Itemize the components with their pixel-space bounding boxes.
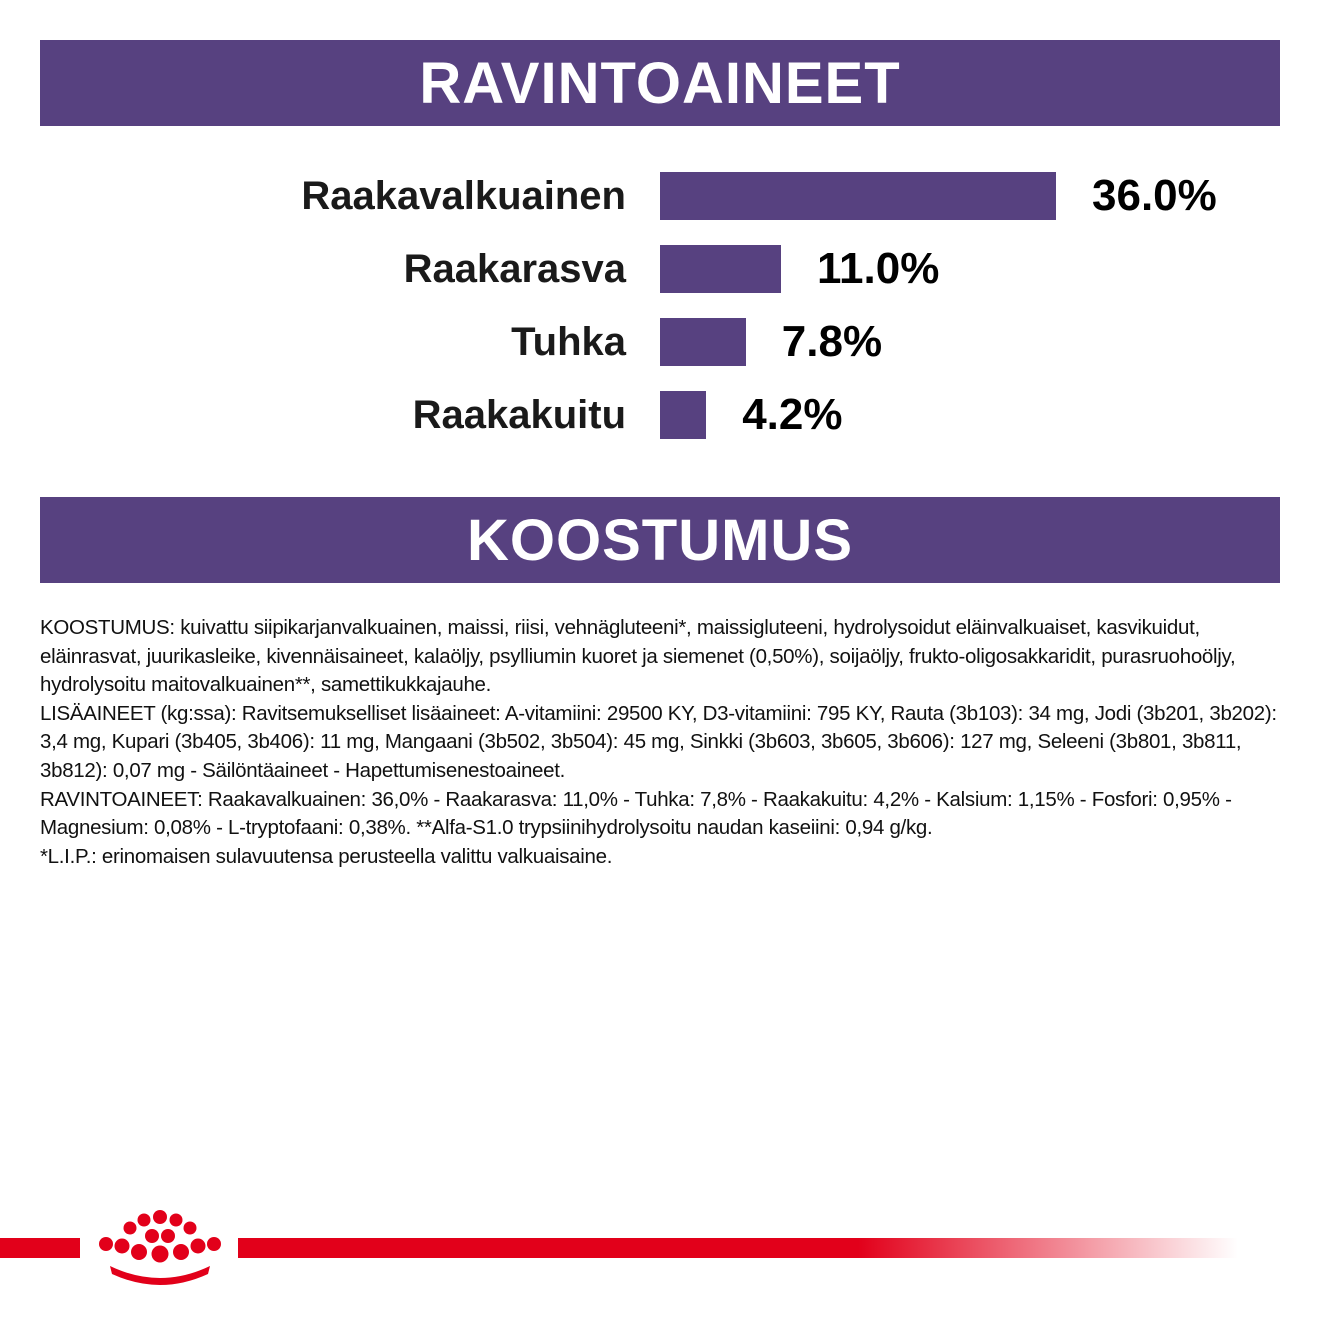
bar-value-label-0: 36.0% (1092, 171, 1217, 220)
bar-value-label-3: 4.2% (742, 390, 843, 439)
crown-dot (170, 1214, 183, 1227)
crown-dot (153, 1210, 167, 1224)
bar-value-label-2: 7.8% (781, 317, 883, 366)
composition-paragraph-footnote: *L.I.P.: erinomaisen sulavuutensa perusteella valittu valkuaisaine. (40, 844, 613, 868)
crown-dot (145, 1229, 159, 1243)
brand-rule-right (238, 1238, 1238, 1258)
crown-dot (173, 1244, 189, 1260)
nutrients-bar-chart (0, 150, 1320, 470)
nutrients-title: RAVINTOAINEET (419, 50, 901, 116)
crown-dot (152, 1246, 169, 1263)
bar-label-2: Tuhka (511, 320, 626, 364)
bar-label-3: Raakakuitu (412, 393, 626, 437)
brand-rule-left (0, 1238, 80, 1258)
nutrients-banner (40, 40, 1280, 126)
bar-3 (660, 391, 706, 439)
crown-dot (99, 1237, 113, 1251)
composition-paragraph-additives: LISÄAINEET (kg:ssa): Ravitsemukselliset lisäaineet: A-vitamiini: 29500 KY, D3-vitamiini: 795 KY, Rauta (3b103): 34 mg, Jodi (3b201, 3b202): 3,4 mg, Kupari (3b405, 3b406): 11 mg, Mangaani (3b502, 3b504): 45 mg, Sinkki (3b603, 3b605, 3b606): 127 mg, Seleeni (3b801, 3b811, 3b812): 0,07 mg - Säilöntäaineet - Hapettumisenestoaineet. (40, 701, 1277, 782)
crown-dot (191, 1239, 206, 1254)
royal-canin-crown-icon (92, 1208, 228, 1286)
crown-dot (115, 1239, 130, 1254)
crown-dot (161, 1229, 175, 1243)
bar-label-0: Raakavalkuainen (301, 174, 626, 218)
bar-1 (660, 245, 781, 293)
bar-label-1: Raakarasva (403, 247, 626, 291)
composition-paragraph-nutrients: RAVINTOAINEET: Raakavalkuainen: 36,0% - Raakarasva: 11,0% - Tuhka: 7,8% - Raakakuitu: 4,2% - Kalsium: 1,15% - Fosfori: 0,95% - Magnesium: 0,08% - L-tryptofaani: 0,38%. **Alfa-S1.0 trypsiinihydrolysoitu naudan kaseiini: 0,94 g/kg. (40, 787, 1232, 840)
composition-title: KOOSTUMUS (467, 507, 853, 573)
crown-dot (207, 1237, 221, 1251)
brand-footer (0, 1200, 1320, 1300)
crown-dot (131, 1244, 147, 1260)
bar-0 (660, 172, 1056, 220)
bar-value-label-1: 11.0% (817, 244, 940, 293)
crown-dot (124, 1222, 137, 1235)
crown-dot (184, 1222, 197, 1235)
crown-band (110, 1266, 210, 1285)
composition-paragraph-ingredients: KOOSTUMUS: kuivattu siipikarjanvalkuainen, maissi, riisi, vehnägluteeni*, maissigluteeni, hydrolysoidut eläinvalkuaiset, kasvikuidut, eläinrasvat, juurikasleike, kivennäisaineet, kalaöljy, psylliumin kuoret ja siemenet (0,50%), soijaöljy, frukto-oligosakkaridit, purasruohoöljy, hydrolysoitu maitovalkuainen**, samettikukkajauhe. (40, 616, 1236, 697)
crown-dot (138, 1214, 151, 1227)
bar-2 (660, 318, 746, 366)
composition-banner (40, 497, 1280, 583)
composition-text (40, 614, 1285, 871)
